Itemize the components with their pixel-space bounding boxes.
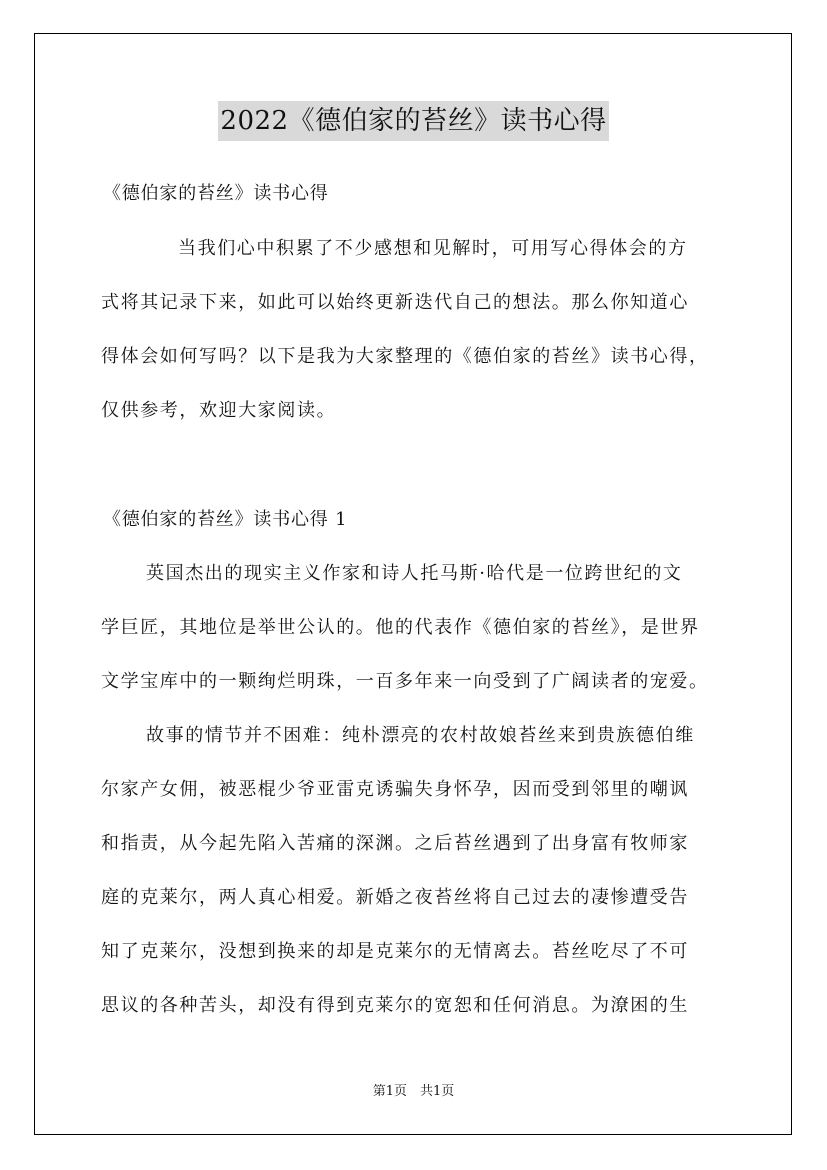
body-line: 思议的各种苦头，却没有得到克莱尔的宽恕和任何消息。为潦困的生 bbox=[101, 995, 689, 1016]
body-line: 尔家产女佣，被恶棍少爷亚雷克诱骗失身怀孕，因而受到邻里的嘲讽 bbox=[101, 779, 689, 800]
body-line: 和指责，从今起先陷入苦痛的深渊。之后苔丝遇到了出身富有牧师家 bbox=[101, 833, 689, 854]
section-heading: 《德伯家的苔丝》读书心得 1 bbox=[103, 509, 348, 530]
document-title: 2022《德伯家的苔丝》读书心得 bbox=[218, 101, 608, 141]
page-number-footer: 第1页 共1页 bbox=[372, 1084, 455, 1099]
body-line: 故事的情节并不困难：纯朴漂亮的农村故娘苔丝来到贵族德伯维 bbox=[146, 725, 695, 746]
intro-line: 得体会如何写吗？以下是我为大家整理的《德伯家的苔丝》读书心得， bbox=[101, 346, 709, 367]
body-line: 庭的克莱尔，两人真心相爱。新婚之夜苔丝将自己过去的凄惨遭受告 bbox=[101, 887, 689, 908]
body-line: 知了克莱尔，没想到换来的却是克莱尔的无情离去。苔丝吃尽了不可 bbox=[101, 941, 689, 962]
intro-line: 仅供参考，欢迎大家阅读。 bbox=[101, 400, 337, 421]
title-container bbox=[0, 101, 827, 141]
intro-line: 式将其记录下来，如此可以始终更新迭代自己的想法。那么你知道心 bbox=[101, 292, 689, 313]
body-line: 文学宝库中的一颗绚烂明珠，一百多年来一向受到了广阔读者的宠爱。 bbox=[101, 671, 709, 692]
body-line: 英国杰出的现实主义作家和诗人托马斯·哈代是一位跨世纪的文 bbox=[146, 563, 683, 584]
intro-line: 当我们心中积累了不少感想和见解时，可用写心得体会的方 bbox=[178, 238, 688, 259]
document-subheading: 《德伯家的苔丝》读书心得 bbox=[103, 183, 329, 204]
body-line: 学巨匠，其地位是举世公认的。他的代表作《德伯家的苔丝》，是世界 bbox=[101, 617, 700, 638]
